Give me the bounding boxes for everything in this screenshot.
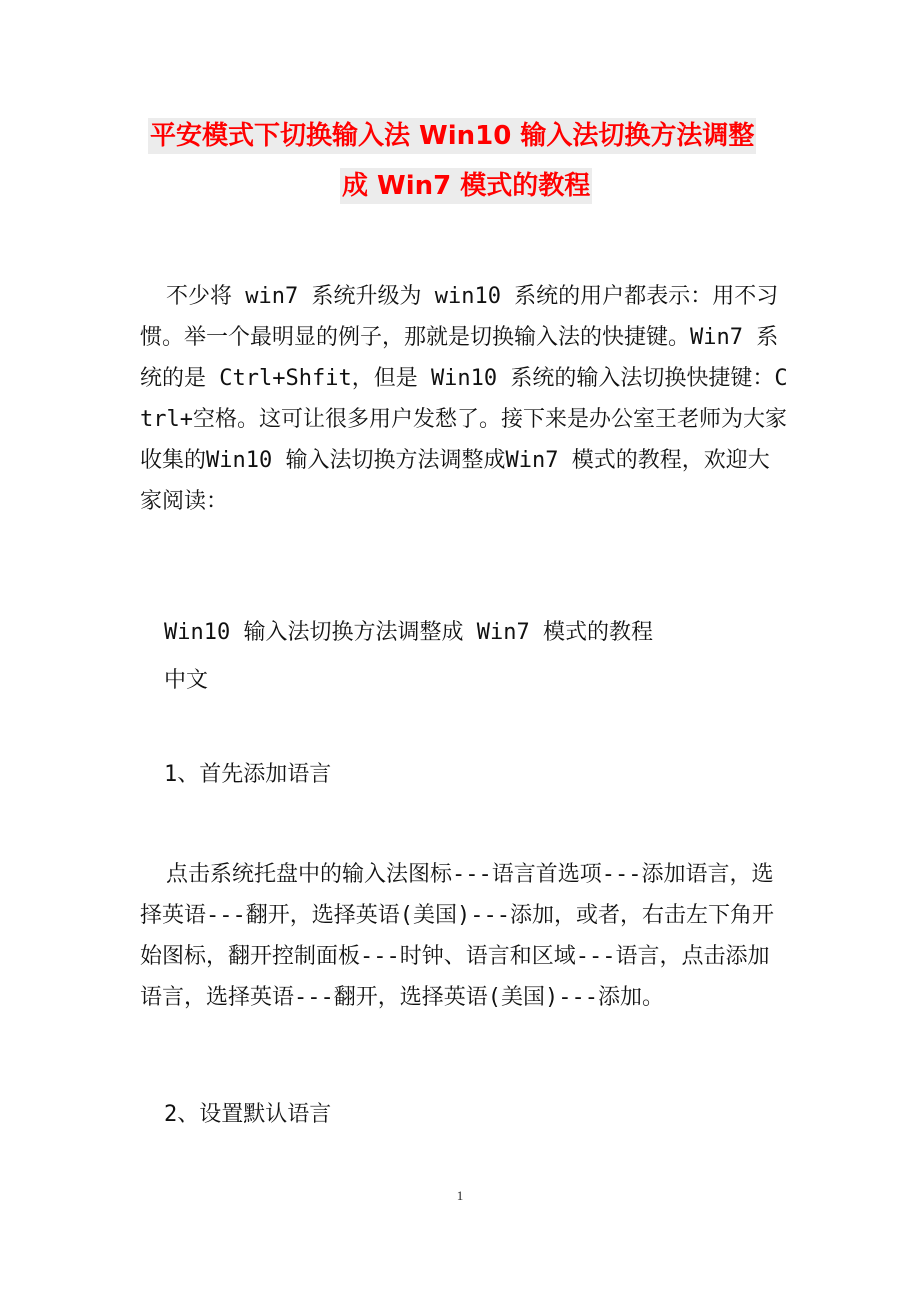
step-1-heading: 1、首先添加语言 xyxy=(164,762,332,787)
step-2-heading: 2、设置默认语言 xyxy=(164,1102,332,1127)
section-subtitle: Win10 输入法切换方法调整成 Win7 模式的教程 xyxy=(164,620,653,645)
page-number: 1 xyxy=(456,1188,464,1203)
document-title-line-1: 平安模式下切换输入法 Win10 输入法切换方法调整 xyxy=(148,118,756,154)
language-label: 中文 xyxy=(164,668,209,693)
document-title-line-2: 成 Win7 模式的教程 xyxy=(340,168,592,204)
intro-paragraph: 不少将 win7 系统升级为 win10 系统的用户都表示：用不习惯。举一个最明显的例子，那就是切换输入法的快捷键。Win7 系统的是 Ctrl+Shfit，但是 Win10 系统的输入法切换快捷键：Ctrl+空格。这可让很多用户发愁了。接下来是办公室王老师为大家收集的Win10 输入法切换方法调整成Win7 模式的教程，欢迎大家阅读： xyxy=(140,284,788,514)
step-1-paragraph: 点击系统托盘中的输入法图标---语言首选项---添加语言，选择英语---翻开，选择英语(美国)---添加，或者，右击左下角开始图标，翻开控制面板---时钟、语言和区域---语言，点击添加语言，选择英语---翻开，选择英语(美国)---添加。 xyxy=(140,862,774,1010)
